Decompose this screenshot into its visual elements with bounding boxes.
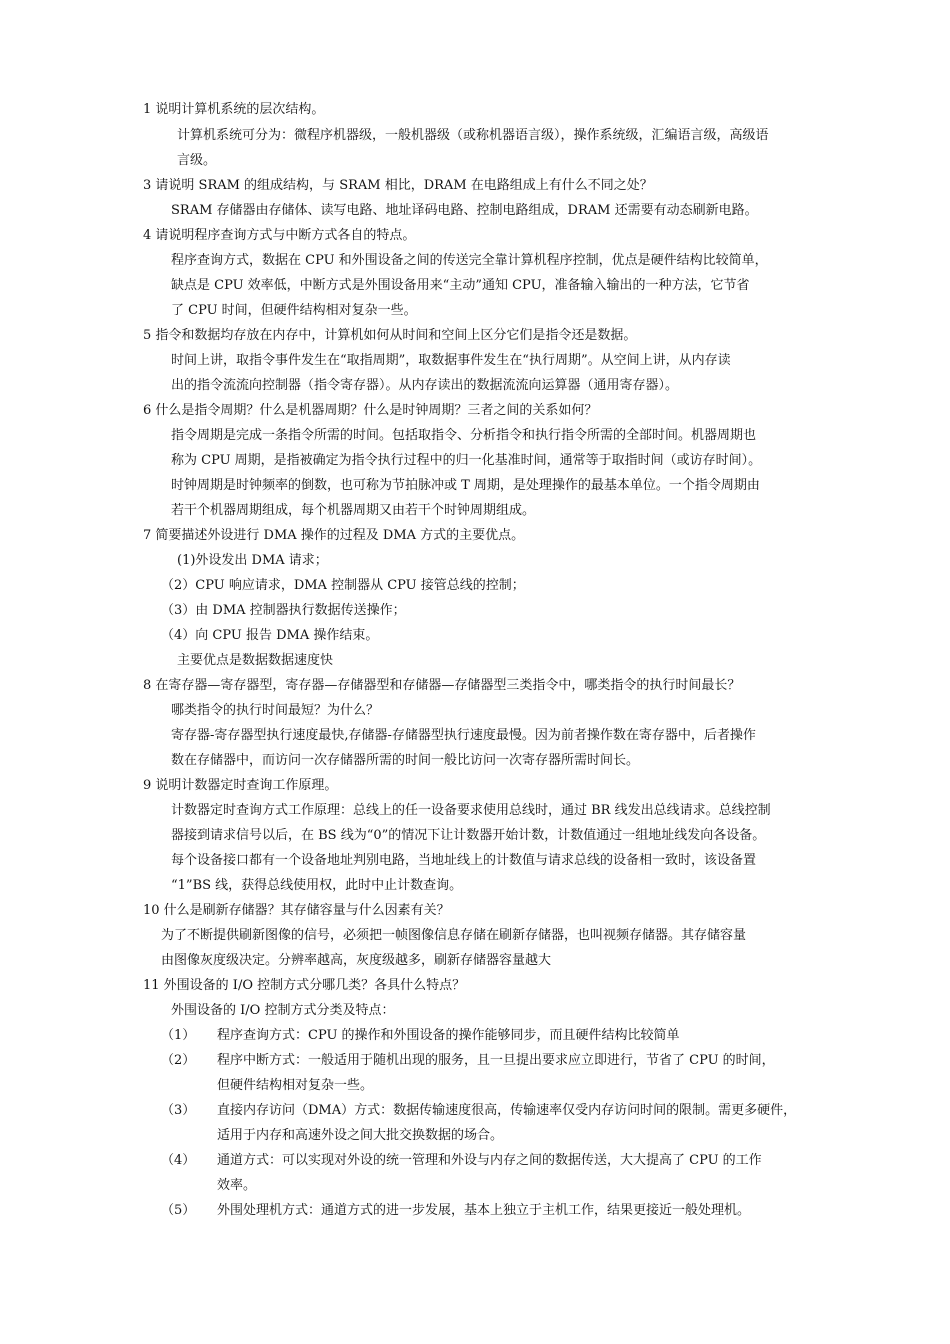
question-3: 3 请说明 SRAM 的组成结构，与 SRAM 相比，DRAM 在电路组成上有什么不同之处？ [143,178,653,193]
question-6: 6 什么是指令周期？什么是机器周期？什么是时钟周期？三者之间的关系如何？ [143,403,598,418]
list-item-5: 外围处理机方式：通道方式的进一步发展，基本上独立于主机工作，结果更接近一般处理机。 [217,1203,751,1218]
answer-7-advantage: 主要优点是数据数据速度快 [177,653,334,668]
answer-3-line-1: SRAM 存储器由存储体、读写电路、地址译码电路、控制电路组成，DRAM 还需要有动态刷新电路。 [171,203,758,218]
answer-9-line-4: “1”BS 线，获得总线使用权，此时中止计数查询。 [171,878,463,893]
answer-6-line-3: 时钟周期是时钟频率的倒数，也可称为节拍脉冲或 T 周期，是处理操作的最基本单位。一个指令周期由 [171,478,760,493]
answer-5-line-1: 时间上讲，取指令事件发生在“取指周期”，取数据事件发生在“执行周期”。从空间上讲，从内存读 [171,353,731,368]
answer-7-step-4: （4）向 CPU 报告 DMA 操作结束。 [161,628,379,643]
answer-10-line-2: 由图像灰度级决定。分辨率越高，灰度级越多，刷新存储器容量越大 [161,953,552,968]
question-9: 9 说明计数器定时查询工作原理。 [143,778,338,793]
answer-4-line-2: 缺点是 CPU 效率低，中断方式是外围设备用来“主动”通知 CPU，准备输入输出的一种方法，它节省 [171,278,750,293]
answer-6-line-2: 称为 CPU 周期，是指被确定为指令执行过程中的归一化基准时间，通常等于取指时间（或访存时间）。 [171,453,762,468]
list-item-3-line-1: 直接内存访问（DMA）方式：数据传输速度很高，传输速率仅受内存访问时间的限制。需更多硬件， [217,1103,797,1118]
list-number-4: （4） [161,1153,196,1168]
question-8-line-1: 8 在寄存器—寄存器型，寄存器—存储器型和存储器—存储器型三类指令中，哪类指令的执行时间最长？ [143,678,741,693]
answer-4-line-3: 了 CPU 时间，但硬件结构相对复杂一些。 [171,303,417,318]
list-item-2-line-1: 程序中断方式：一般适用于随机出现的服务，且一旦提出要求应立即进行，节省了 CPU 的时间， [217,1053,775,1068]
list-number-3: （3） [161,1103,196,1118]
answer-9-line-1: 计数器定时查询方式工作原理：总线上的任一设备要求使用总线时，通过 BR 线发出总线请求。总线控制 [171,803,771,818]
answer-10-line-1: 为了不断提供刷新图像的信号，必须把一帧图像信息存储在刷新存储器，也叫视频存储器。其存储容量 [161,928,747,943]
answer-9-line-2: 器接到请求信号以后，在 BS 线为“0”的情况下让计数器开始计数，计数值通过一组地址线发向各设备。 [171,828,766,843]
answer-1-line-1: 计算机系统可分为：微程序机器级，一般机器级（或称机器语言级），操作系统级，汇编语言级，高级语 [177,128,769,143]
answer-7-step-3: （3）由 DMA 控制器执行数据传送操作； [161,603,406,618]
list-item-3-line-2: 适用于内存和高速外设之间大批交换数据的场合。 [217,1128,504,1143]
question-8-line-2: 哪类指令的执行时间最短？为什么？ [171,703,380,718]
question-1: 1 说明计算机系统的层次结构。 [143,102,325,117]
list-number-1: （1） [161,1028,196,1043]
list-item-4-line-2: 效率。 [217,1178,257,1193]
list-item-1: 程序查询方式：CPU 的操作和外围设备的操作能够同步，而且硬件结构比较简单 [217,1028,680,1043]
question-7: 7 简要描述外设进行 DMA 操作的过程及 DMA 方式的主要优点。 [143,528,525,543]
question-4: 4 请说明程序查询方式与中断方式各自的特点。 [143,228,416,243]
answer-6-line-4: 若干个机器周期组成，每个机器周期又由若干个时钟周期组成。 [171,503,536,518]
answer-4-line-1: 程序查询方式，数据在 CPU 和外围设备之间的传送完全靠计算机程序控制，优点是硬件结构比较简单， [171,253,768,268]
answer-5-line-2: 出的指令流流向控制器（指令寄存器）。从内存读出的数据流流向运算器（通用寄存器）。 [171,378,679,393]
answer-8-line-1: 寄存器-寄存器型执行速度最快,存储器-存储器型执行速度最慢。因为前者操作数在寄存器中，后者操作 [171,728,756,743]
answer-7-step-1: (1)外设发出 DMA 请求； [177,553,328,568]
list-item-4-line-1: 通道方式：可以实现对外设的统一管理和外设与内存之间的数据传送，大大提高了 CPU 的工作 [217,1153,762,1168]
question-11: 11 外围设备的 I/O 控制方式分哪几类？各具什么特点？ [143,978,466,993]
list-item-2-line-2: 但硬件结构相对复杂一些。 [217,1078,374,1093]
answer-6-line-1: 指令周期是完成一条指令所需的时间。包括取指令、分析指令和执行指令所需的全部时间。机器周期也 [171,428,757,443]
answer-1-line-2: 言级。 [177,153,217,168]
answer-7-step-2: （2）CPU 响应请求，DMA 控制器从 CPU 接管总线的控制； [161,578,525,593]
answer-11-intro: 外围设备的 I/O 控制方式分类及特点： [171,1003,395,1018]
question-5: 5 指令和数据均存放在内存中，计算机如何从时间和空间上区分它们是指令还是数据。 [143,328,637,343]
answer-9-line-3: 每个设备接口都有一个设备地址判别电路，当地址线上的计数值与请求总线的设备相一致时，该设备置 [171,853,757,868]
list-number-2: （2） [161,1053,196,1068]
answer-8-line-2: 数在存储器中，而访问一次存储器所需的时间一般比访问一次寄存器所需时间长。 [171,753,640,768]
question-10: 10 什么是刷新存储器？其存储容量与什么因素有关？ [143,903,450,918]
list-number-5: （5） [161,1203,196,1218]
